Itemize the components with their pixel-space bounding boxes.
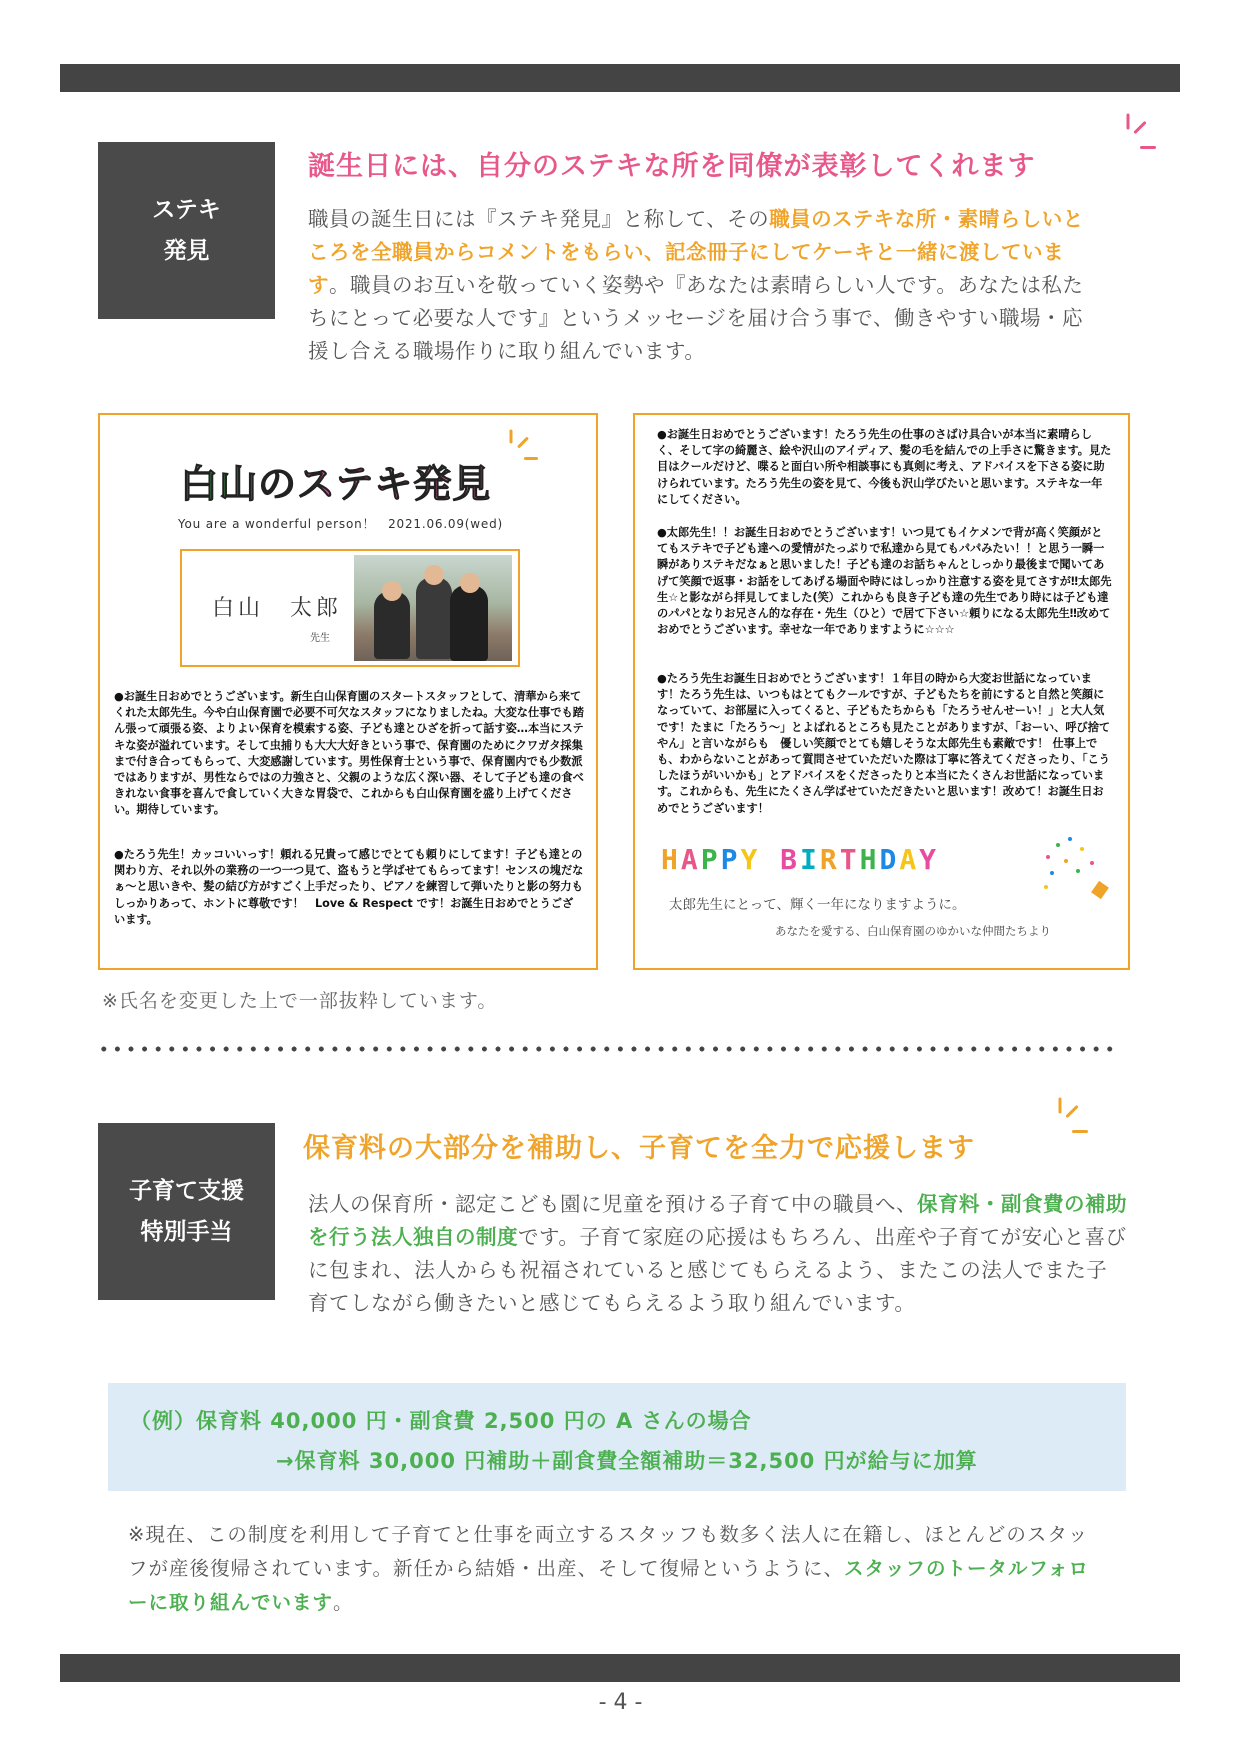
happy-birthday-letter: P [720, 843, 741, 876]
happy-birthday-letter: H [859, 843, 880, 876]
name-box [180, 549, 520, 667]
happy-birthday-letter: T [839, 843, 860, 876]
birthday-from: あなたを愛する、白山保育園のゆかいな仲間たちより [775, 924, 1051, 938]
happy-birthday-letter [760, 843, 780, 876]
steki-card-right [633, 413, 1130, 970]
sparkle-icon [1050, 1092, 1090, 1138]
example-line-1: （例）保育料 40,000 円・副食費 2,500 円の A さんの場合 [130, 1409, 752, 1433]
happy-birthday-letter: H [661, 843, 681, 876]
happy-birthday-letter: P [700, 843, 721, 876]
comment: ●太郎先生！！お誕生日おめでとうございます！いつ見てもイケメンで背が高く笑顔がとてもステキで子ども達への愛情がたっぷりで私達から見てもパパみたい！！と思う一瞬一瞬がありステキだなぁと思いました！子ども達のお話ちゃんとしっかり最後まで聞いてあげて笑顔で返事・お話をしてあげる場面や時にはしっかり注意する姿を見てさすが‼太郎先生☆と影ながら拝見してました(笑）これからも良き子ども達の先生であり時には子ども達のパパとなりお兄さん的な存在・先生（ひと）で居て下さい☆頼りになる太郎先生‼改めておめでとうございます。幸せな一年でありますように☆☆☆ [657, 526, 1112, 637]
party-popper-icon [1040, 835, 1110, 905]
section2-body: 法人の保育所・認定こども園に児童を預ける子育て中の職員へ、保育料・副食費の補助を行う法人独自の制度です。子育て家庭の応援はもちろん、出産や子育てが安心と喜びに包まれ、法人からも祝福されていると感じてもらえるよう、またこの法人でまた子育てしながら働きたいと感じてもらえるよう取り組んでいます。 [308, 1192, 1127, 1315]
happy-birthday-title [661, 843, 939, 876]
top-bar [60, 64, 1180, 92]
section-label-steki: ステキ 発見 [98, 142, 275, 319]
happy-birthday-letter: Y [740, 843, 761, 876]
comment: ●たろう先生！カッコいいっす！頼れる兄貴って感じでとても頼りにしてます！子ども達との関わり方、それ以外の業務の一つ一つ見て、盗もうと学ばせてもらってます！センスの塊だなぁ〜と思いきや、髪の結び方がすごく上手だったり、ピアノを練習して弾いたりと影の努力もしっかりあって、ホントに尊敬です！ Love & Respect です！お誕生日おめでとうございます。 [114, 848, 584, 926]
example-box [108, 1383, 1126, 1491]
steki-card-left [98, 413, 598, 970]
name-change-note: ※氏名を変更した上で一部抜粋しています。 [102, 990, 498, 1012]
comment: ●お誕生日おめでとうございます。新生白山保育園のスタートスタッフとして、清華から来てくれた太郎先生。今や白山保育園で必要不可欠なスタッフになりましたね。大変な仕事でも踏ん張って頑張る姿、よりよい保育を模索する姿、子ども達とひざを折って話す姿…本当にステキな姿が溢れています。そして虫捕りも大大大好きという事で、保育園のためにクワガタ採集まで付き合ってもらって、大変感謝しています。男性保育士という事で、保育園内でも少数派ではありますが、男性ならではの力強さと、父親のような広く深い器、そして子ども達の食べきれない食事を喜んで食していく大きな胃袋で、これからも白山保育園を盛り上げてください。期待しています。 [114, 690, 584, 817]
happy-birthday-letter: A [899, 843, 920, 876]
card-subtitle: You are a wonderful person！ 2021.06.09(wed) [178, 517, 503, 531]
happy-birthday-letter: B [780, 843, 801, 876]
bottom-note: ※現在、この制度を利用して子育てと仕事を両立するスタッフも数多く法人に在籍し、ほとんどのスタッフが産後復帰されています。新任から結婚・出産、そして復帰というように、スタッフのトータルフォローに取り組んでいます。 [128, 1523, 1089, 1614]
section1-body: 職員の誕生日には『ステキ発見』と称して、その職員のステキな所・素晴らしいところを全職員からコメントをもらい、記念冊子にしてケーキと一緒に渡しています。職員のお互いを敬っていく姿勢や『あなたは素晴らしい人です。あなたは私たちにとって必要な人です』というメッセージを届け合う事で、働きやすい職場・応援し合える職場作りに取り組んでいます。 [308, 207, 1084, 363]
children-photo [354, 555, 512, 661]
sparkle-icon [1118, 108, 1158, 154]
happy-birthday-letter: D [879, 843, 900, 876]
comment: ●たろう先生お誕生日おめでとうございます！１年目の時から大変お世話になっています！たろう先生は、いつもはとてもクールですが、子どもたちを前にすると自然と笑顔になっていて、お部屋に入ってくると、子どもたちからも「たろうせんせーい！」と大人気です！たまに「たろう〜」とよばれるところも見たことがありますが、「おーい、呼び捨てやん」と言いながらも 優しい笑顔でとても嬉しそうな太郎先生も素敵です！ 仕事上でも、わからないことがあって質問させていただいた際は丁寧に答えてくださったり、「こうしたほうがいいかも」とアドバイスをくださったりと本当にたくさんお世話になっています。これからも、先生にたくさん学ばせていただきたいと思います！改めて！お誕生日おめでとうございます！ [657, 672, 1111, 815]
happy-birthday-letter: Y [919, 843, 940, 876]
logo-sparkle-icon [508, 425, 542, 465]
happy-birthday-letter: I [800, 843, 820, 876]
happy-birthday-letter: A [680, 843, 701, 876]
section-label-support: 子育て支援 特別手当 [98, 1123, 275, 1300]
happy-birthday-letter: R [819, 843, 840, 876]
comment: ●お誕生日おめでとうございます！たろう先生の仕事のさばけ具合いが本当に素晴らしく、そして字の綺麗さ、絵や沢山のアイディア、髪の毛を結んでの上手さに驚きます。見た目はクールだけど、喋ると面白い所や相談事にも真剣に考え、アドバイスを下さる姿に助けられています。たろう先生の姿を見て、今後も沢山学びたいと思います。ステキな一年にしてください。 [657, 428, 1112, 506]
teacher-role: 先生 [310, 633, 330, 644]
section-heading-birthday: 誕生日には、自分のステキな所を同僚が表彰してくれます [308, 151, 1036, 182]
birthday-wish: 太郎先生にとって、輝く一年になりますように。 [669, 897, 966, 913]
teacher-name: 白山 太郎 [212, 596, 343, 621]
bottom-bar [60, 1654, 1180, 1682]
example-line-2: →保育料 30,000 円補助＋副食費全額補助＝32,500 円が給与に加算 [276, 1449, 978, 1473]
section-heading-childcare: 保育料の大部分を補助し、子育てを全力で応援します [303, 1133, 975, 1164]
steki-logo: 白山のステキ発見 [180, 462, 492, 506]
dotted-divider [97, 1046, 1117, 1052]
page-number: - 4 - [598, 1690, 643, 1715]
